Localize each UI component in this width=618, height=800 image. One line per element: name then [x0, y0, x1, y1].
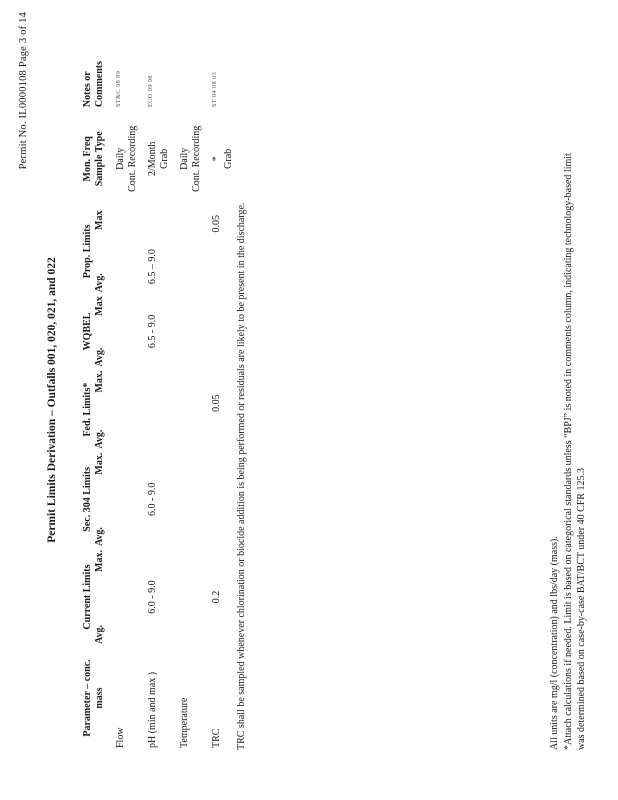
row-sec304: 6.0 - 9.0 [147, 482, 158, 517]
header-comments-label: Comments [93, 61, 105, 108]
header-prop-limits [82, 209, 107, 295]
row-notes: ST&C 98 89 [115, 70, 122, 108]
row-freq-line1: Daily [179, 147, 190, 170]
header-wqbel [82, 294, 107, 368]
header-parameter-line2: mass [93, 687, 105, 709]
row-current [115, 548, 139, 646]
row-freq-line2: Grab [223, 148, 234, 169]
header-sec304-limits [82, 451, 107, 548]
header-prop-avg: Avg. [93, 273, 105, 293]
row-fed-avg [179, 438, 203, 451]
row-frequency [115, 109, 139, 208]
row-parameter: Flow [115, 727, 126, 748]
row-prop-avg: 6.5 – 9.0 [147, 249, 158, 285]
footnotes [548, 30, 589, 750]
header-fed-max: Max. [93, 370, 105, 393]
header-mon-freq [82, 109, 107, 208]
row-sec304 [115, 451, 139, 548]
header-notes [82, 38, 107, 109]
row-prop-max [179, 209, 203, 239]
trc-sampling-note: TRC shall be sampled whenever chlorination or biocide addition is being performed or residuals are likely to be present in the discharge. [236, 202, 247, 750]
header-current-max: Max. [93, 550, 105, 572]
row-prop-avg [179, 239, 203, 294]
table-row [211, 38, 235, 750]
row-notes: ECO 09 98 [147, 75, 154, 108]
footnote-cfr: was determined based on case-by-case BAT/BCT under 40 CFR 125.3 [576, 468, 587, 750]
row-sec304 [179, 451, 203, 548]
table-row [147, 38, 171, 750]
row-frequency [179, 109, 203, 208]
row-fed-max [115, 369, 139, 438]
row-freq-line2: Grab [159, 148, 170, 169]
header-sec304-label: Sec. 304 Limits [82, 466, 93, 532]
header-sec304-avg: Avg. [93, 527, 105, 547]
row-freq-line2: Cont. Recording [127, 125, 138, 192]
header-fed-label: Fed. Limits* [82, 382, 93, 437]
header-fed-limits [82, 369, 107, 451]
row-prop-avg [115, 239, 139, 294]
table-row [179, 38, 203, 750]
header-wqbel-max: Max [93, 296, 105, 316]
limits-table [82, 38, 235, 750]
row-wqbel [179, 294, 203, 368]
row-freq-line2: Cont. Recording [191, 125, 202, 192]
row-fed-avg [115, 438, 139, 451]
row-notes [179, 38, 203, 109]
row-frequency [211, 109, 235, 208]
header-fed-avg: Avg. [93, 429, 105, 449]
header-sample-type: Sample Type [93, 131, 105, 187]
row-current: 0.2 [211, 590, 222, 604]
page-title: Permit Limits Derivation – Outfalls 001, 020, 021, and 022 [46, 257, 58, 543]
row-fed-max [179, 369, 203, 438]
header-prop-max: Max [93, 210, 105, 230]
row-current: 6.0 - 9.0 [147, 580, 158, 614]
row-freq-line1: 2/Month [147, 141, 158, 177]
header-wqbel-avg: Avg. [93, 347, 105, 367]
header-mon-freq-label: Mon. Freq [82, 136, 93, 182]
footnote-calculations: *Attach calculations if needed. Limit is based on categorical standards unless “BPJ” is noted in comments column, indicating technology-based limit [562, 153, 574, 750]
row-prop-max [115, 209, 139, 239]
row-parameter: pH (min and max ) [147, 671, 158, 748]
row-freq-line1: * [211, 156, 222, 162]
row-fed-avg [211, 438, 235, 451]
row-prop-avg [211, 239, 235, 294]
row-parameter: TRC [211, 728, 222, 748]
row-freq-line1: Daily [115, 147, 126, 170]
row-fed-avg [147, 438, 171, 451]
row-fed-max [147, 369, 171, 438]
header-prop-label: Prop. Limits [82, 224, 93, 279]
row-wqbel [115, 294, 139, 368]
row-wqbel [211, 294, 235, 368]
row-frequency [147, 109, 171, 208]
footnote-units: All units are mg/l (concentration) and lbs/day (mass). [549, 536, 560, 750]
header-parameter [82, 646, 107, 750]
table-row [115, 38, 139, 750]
permit-page-number: Permit No. IL0000108 Page 3 of 14 [18, 12, 29, 170]
header-notes-label: Notes or [82, 71, 93, 108]
row-wqbel: 6.5 - 9.0 [147, 314, 158, 349]
header-current-label: Current Limits [82, 564, 93, 630]
row-current [179, 548, 203, 646]
row-sec304 [211, 451, 235, 548]
header-current-limits [82, 548, 107, 646]
header-parameter-line1: Parameter – conc. [82, 659, 93, 737]
header-wqbel-label: WQBEL [82, 312, 93, 351]
row-notes: ST 04 08 03 [211, 71, 218, 108]
row-prop-max [147, 209, 171, 239]
header-sec304-max: Max. [93, 452, 105, 475]
row-parameter: Temperature [179, 697, 190, 748]
header-current-avg: Avg. [93, 625, 105, 644]
table-header-row [82, 38, 107, 750]
row-fed-max: 0.05 [211, 394, 222, 412]
row-prop-max: 0.05 [211, 214, 222, 233]
